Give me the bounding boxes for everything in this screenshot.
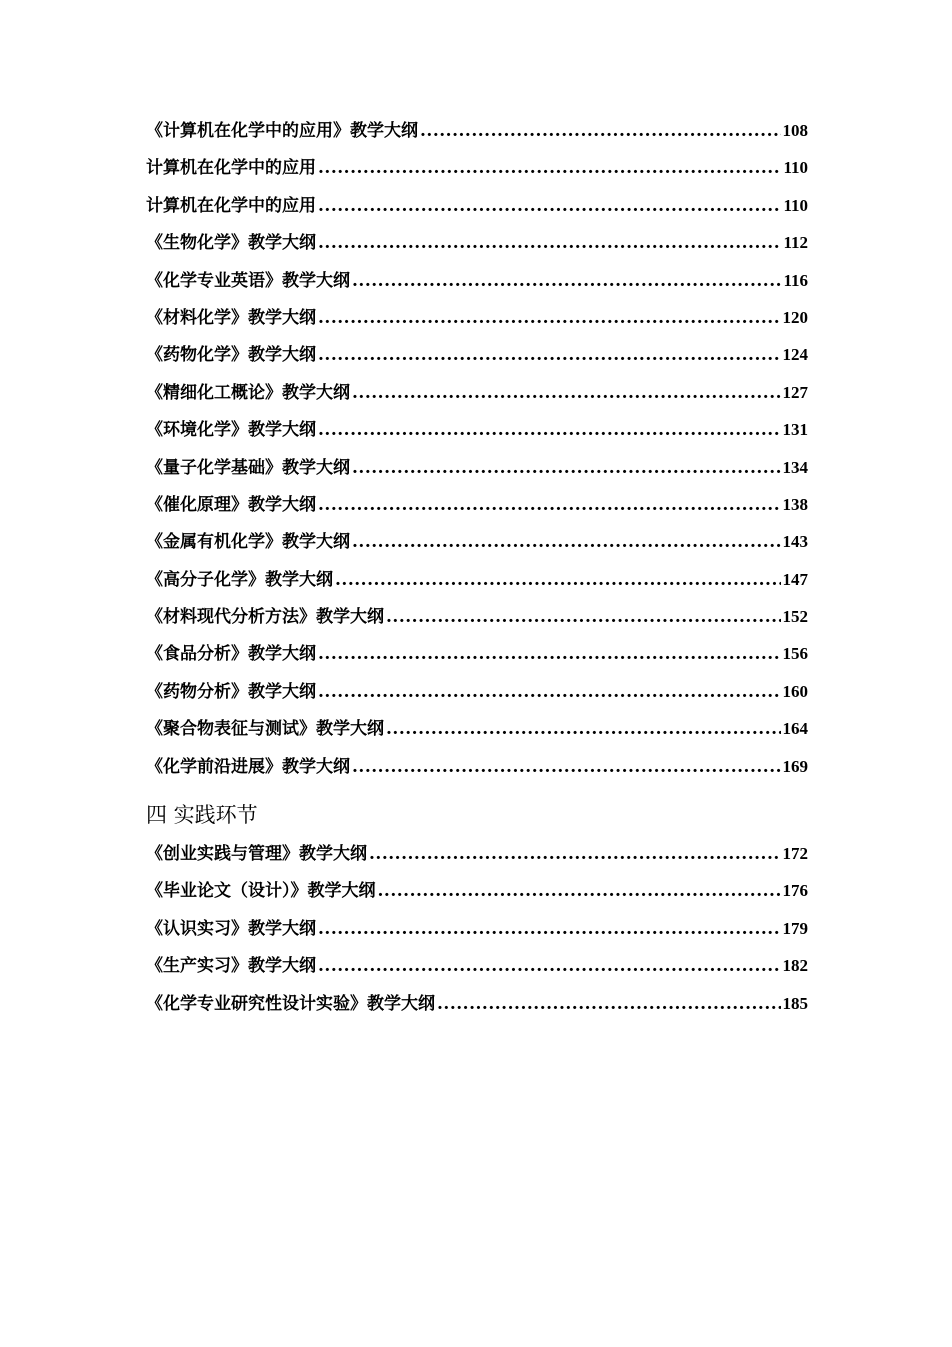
toc-entry-title: 《材料化学》教学大纲 (146, 307, 316, 328)
toc-leader-dots (318, 644, 781, 664)
toc-leader-dots (318, 233, 781, 253)
toc-leader-dots (318, 420, 781, 440)
toc-entry[interactable] (146, 303, 808, 340)
table-of-contents (146, 116, 808, 1026)
toc-leader-dots (318, 495, 781, 515)
toc-entry-page: 164 (782, 719, 808, 739)
toc-entry-page: 147 (782, 569, 808, 589)
toc-entry[interactable] (146, 228, 808, 265)
toc-entry-title: 《量子化学基础》教学大纲 (146, 457, 350, 478)
toc-leader-dots (352, 383, 781, 403)
toc-entry-title: 《计算机在化学中的应用》教学大纲 (146, 121, 418, 141)
toc-entry[interactable] (146, 951, 808, 988)
toc-leader-dots (318, 682, 781, 702)
toc-entry-page: 185 (782, 993, 808, 1013)
toc-entry-title: 《金属有机化学》教学大纲 (146, 532, 350, 553)
toc-entry[interactable] (146, 415, 808, 452)
toc-leader-dots (352, 757, 781, 777)
toc-entry-page: 131 (782, 420, 808, 440)
toc-entry[interactable] (146, 839, 808, 876)
toc-entry-title: 《药物化学》教学大纲 (146, 345, 316, 366)
toc-entry[interactable] (146, 752, 808, 789)
toc-entry-title: 《化学专业研究性设计实验》教学大纲 (146, 993, 435, 1014)
toc-entry[interactable] (146, 378, 808, 415)
toc-leader-dots (318, 196, 781, 216)
toc-leader-dots (318, 308, 781, 328)
toc-entry-page: 143 (782, 532, 808, 552)
toc-entry-page: 116 (783, 270, 808, 290)
toc-entry-page: 120 (782, 307, 808, 327)
section-heading: 四 实践环节 (146, 803, 258, 828)
toc-entry-page: 182 (782, 956, 808, 976)
toc-entry-title: 《认识实习》教学大纲 (146, 918, 316, 939)
toc-entry-page: 179 (782, 918, 808, 938)
toc-entry[interactable] (146, 153, 808, 190)
toc-entry[interactable] (146, 490, 808, 527)
toc-entry[interactable] (146, 914, 808, 951)
toc-leader-dots (437, 994, 781, 1014)
toc-leader-dots (352, 271, 781, 291)
toc-entry-page: 156 (782, 644, 808, 664)
toc-entry-title: 《环境化学》教学大纲 (146, 420, 316, 441)
toc-entry[interactable] (146, 639, 808, 676)
toc-entry-page: 127 (782, 382, 808, 402)
toc-leader-dots (352, 458, 781, 478)
toc-entry[interactable] (146, 876, 808, 913)
toc-entry-page: 110 (783, 195, 808, 215)
toc-entry[interactable] (146, 191, 808, 228)
toc-entry-title: 《催化原理》教学大纲 (146, 494, 316, 515)
toc-entry[interactable] (146, 714, 808, 751)
toc-leader-dots (386, 607, 781, 627)
toc-leader-dots (378, 881, 781, 901)
toc-entry-page: 112 (783, 233, 808, 253)
toc-entry-page: 152 (782, 607, 808, 627)
toc-entry-title: 《食品分析》教学大纲 (146, 644, 316, 665)
toc-entry-title: 计算机在化学中的应用 (146, 158, 316, 179)
toc-leader-dots (318, 345, 781, 365)
toc-entry-title: 《材料现代分析方法》教学大纲 (146, 607, 384, 628)
toc-entry-page: 160 (782, 681, 808, 701)
toc-entry-title: 《聚合物表征与测试》教学大纲 (146, 719, 384, 740)
toc-entry[interactable] (146, 677, 808, 714)
toc-entry-title: 《生物化学》教学大纲 (146, 233, 316, 254)
toc-entry[interactable] (146, 116, 808, 153)
toc-entry[interactable] (146, 989, 808, 1026)
toc-leader-dots (318, 919, 781, 939)
toc-entry[interactable] (146, 266, 808, 303)
toc-entry-title: 《毕业论文（设计）》教学大纲 (146, 881, 376, 902)
toc-entry-page: 176 (782, 881, 808, 901)
toc-entry-page: 110 (783, 158, 808, 178)
toc-entry-title: 《精细化工概论》教学大纲 (146, 382, 350, 403)
toc-entry[interactable] (146, 565, 808, 602)
toc-leader-dots (318, 158, 781, 178)
toc-leader-dots (369, 844, 781, 864)
toc-leader-dots (335, 570, 781, 590)
toc-entry-page: 138 (782, 494, 808, 514)
toc-entry[interactable] (146, 340, 808, 377)
toc-entry-page: 124 (782, 345, 808, 365)
toc-entry-page: 134 (782, 457, 808, 477)
toc-entry-title: 《生产实习》教学大纲 (146, 956, 316, 977)
toc-entry-title: 计算机在化学中的应用 (146, 195, 316, 216)
toc-entry-title: 《高分子化学》教学大纲 (146, 569, 333, 590)
toc-leader-dots (386, 719, 781, 739)
toc-entry[interactable] (146, 602, 808, 639)
toc-entry[interactable] (146, 453, 808, 490)
toc-leader-dots (420, 121, 781, 141)
toc-leader-dots (318, 956, 781, 976)
toc-entry-title: 《药物分析》教学大纲 (146, 681, 316, 702)
toc-entry-title: 《创业实践与管理》教学大纲 (146, 844, 367, 865)
toc-entry[interactable] (146, 527, 808, 564)
toc-entry-title: 《化学前沿进展》教学大纲 (146, 756, 350, 777)
toc-entry-title: 《化学专业英语》教学大纲 (146, 270, 350, 291)
toc-entry-page: 172 (782, 844, 808, 864)
toc-leader-dots (352, 532, 781, 552)
toc-entry-page: 108 (782, 121, 808, 140)
toc-entry-page: 169 (782, 756, 808, 776)
